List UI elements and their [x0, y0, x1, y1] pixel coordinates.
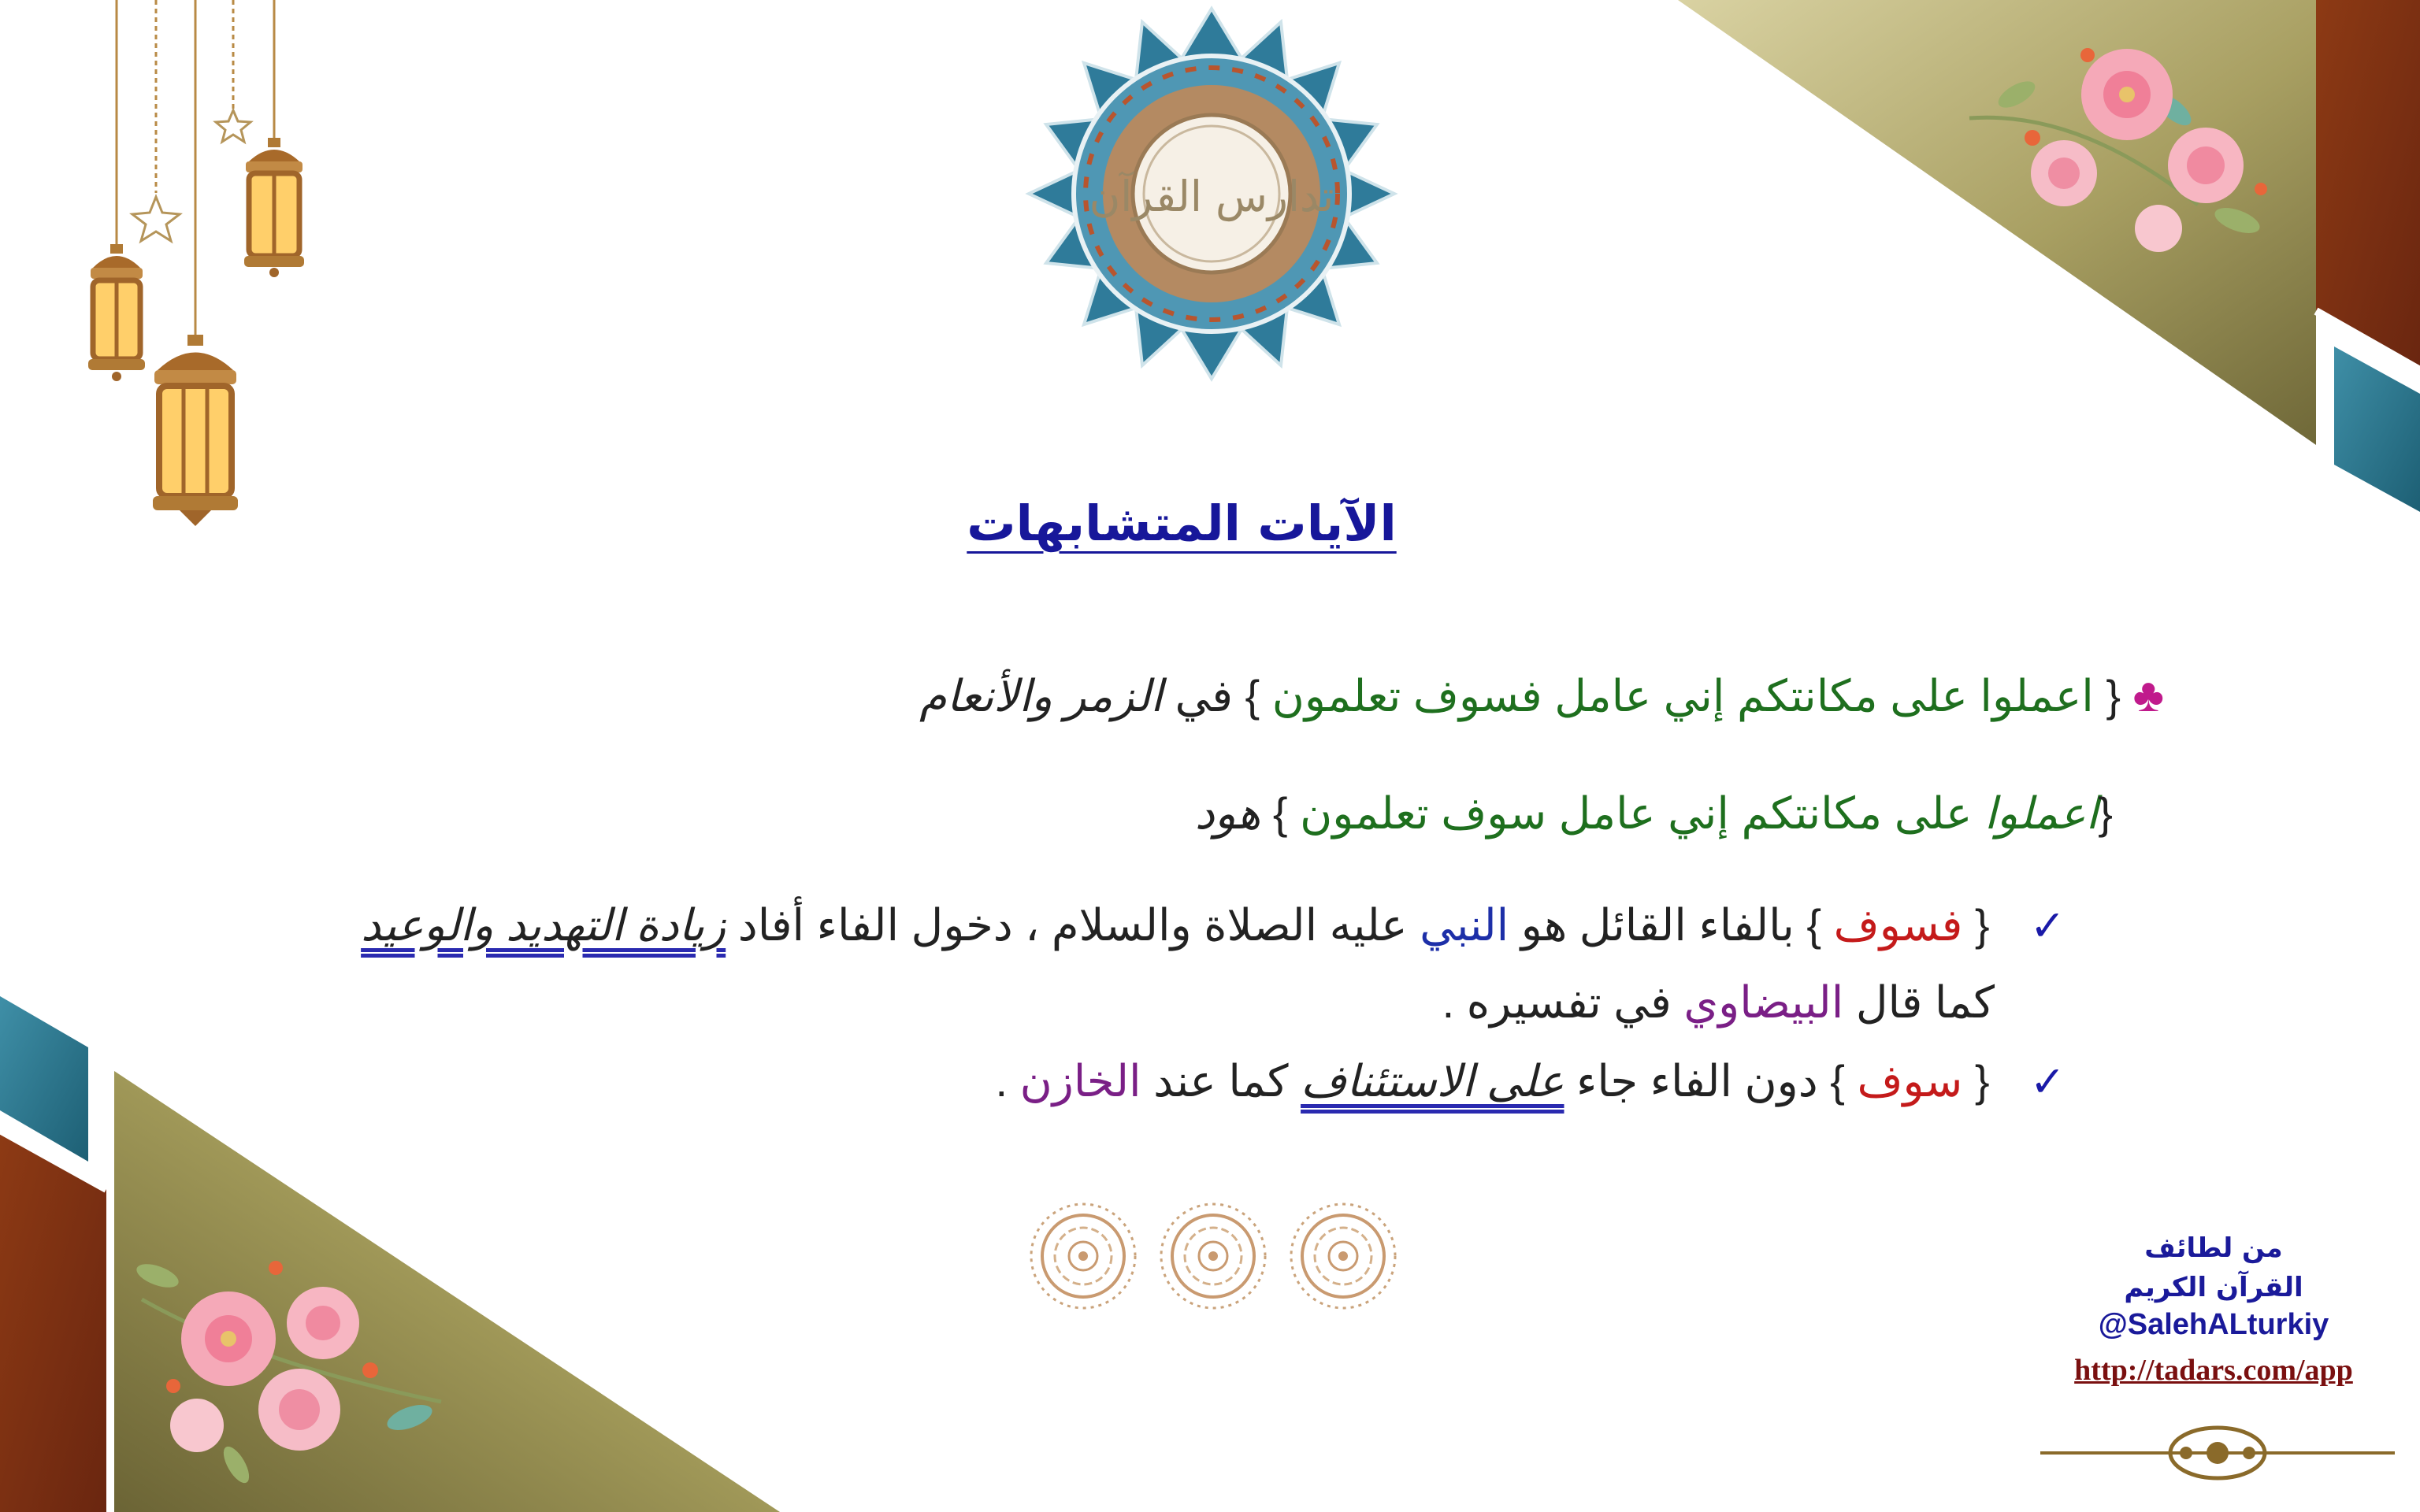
page-title: الآيات المتشابهات [967, 495, 1397, 552]
point-close-brace: } [1806, 900, 1822, 950]
point-nabi: النبي [1420, 900, 1509, 950]
hanging-lantern-icon [244, 138, 304, 277]
point-khazin: الخازن [1019, 1056, 1141, 1106]
corner-band-teal-right [2334, 346, 2420, 512]
point-emphasis: زيادة التهديد والوعيد [361, 900, 726, 950]
point-keyword: سوف [1857, 1056, 1963, 1106]
point-1-line-2 [1442, 976, 1995, 1028]
credits-block [2017, 1232, 2411, 1388]
verse-line-2 [1195, 788, 2113, 839]
credits-line-2: القرآن الكريم [2124, 1272, 2303, 1303]
verse-line-1 [919, 668, 2164, 722]
point-text: عليه الصلاة والسلام ، دخول الفاء أفاد [737, 900, 1408, 950]
verse-text: على مكانتكم إني عامل سوف تعلمون [1300, 788, 1973, 838]
mandala-ornament-icon [1031, 1204, 1135, 1308]
point-open-brace: { [1974, 1056, 1990, 1106]
point-text: في تفسيره . [1442, 977, 1672, 1027]
divider-ornament-icon [2040, 1428, 2395, 1478]
point-text: دون الفاء جاء [1576, 1056, 1818, 1106]
verse-in-word: في [1175, 671, 1233, 721]
checkmark-icon: ✓ [2029, 1057, 2066, 1106]
svg-text:تدارس القرآن: تدارس القرآن [1089, 172, 1334, 221]
club-bullet-icon: ♣ [2132, 669, 2164, 721]
point-end: . [995, 1056, 1008, 1106]
point-emphasis: على الاستئناف [1301, 1056, 1564, 1106]
star-icon [216, 110, 251, 142]
checkmark-icon: ✓ [2029, 901, 2066, 951]
point-2-line-1 [995, 1055, 2066, 1107]
point-1-line-1 [361, 899, 2066, 951]
mandala-ornament-icon [1161, 1204, 1265, 1308]
verse-close-brace: } [1272, 788, 1288, 838]
point-close-brace: } [1830, 1056, 1845, 1106]
verse-surah: هود [1194, 788, 1261, 838]
credits-line-1: من لطائف [2144, 1232, 2283, 1264]
hanging-lantern-icon [88, 244, 145, 381]
verse-close-brace: } [1245, 671, 1260, 721]
corner-band-rust-bottom-left [0, 1130, 106, 1512]
credits-handle[interactable]: @SalehALturkiy [2098, 1308, 2329, 1341]
credits-url-link[interactable]: http://tadars.com/app [2074, 1354, 2353, 1387]
verse-open-brace: { [2098, 788, 2113, 838]
quran-emblem-icon [1029, 9, 1394, 379]
point-open-brace: { [1974, 900, 1990, 950]
verse-text: اعملوا على مكانتكم إني عامل فسوف تعلمون [1271, 671, 2094, 721]
point-keyword: فسوف [1833, 900, 1963, 950]
verse-open-brace: { [2106, 671, 2121, 721]
mandala-ornament-icon [1291, 1204, 1395, 1308]
point-text: كما قال [1855, 977, 1995, 1027]
star-icon [132, 197, 180, 241]
hanging-lantern-icon [153, 335, 238, 526]
point-text: بالفاء القائل هو [1520, 900, 1795, 950]
verse-surahs: الزمر والأنعام [919, 671, 1163, 721]
point-text: كما عند [1153, 1056, 1289, 1106]
verse-text-italic: اعملوا [1984, 788, 2099, 838]
point-baydawi: البيضاوي [1683, 977, 1844, 1027]
corner-band-rust-top-right [2316, 0, 2420, 370]
